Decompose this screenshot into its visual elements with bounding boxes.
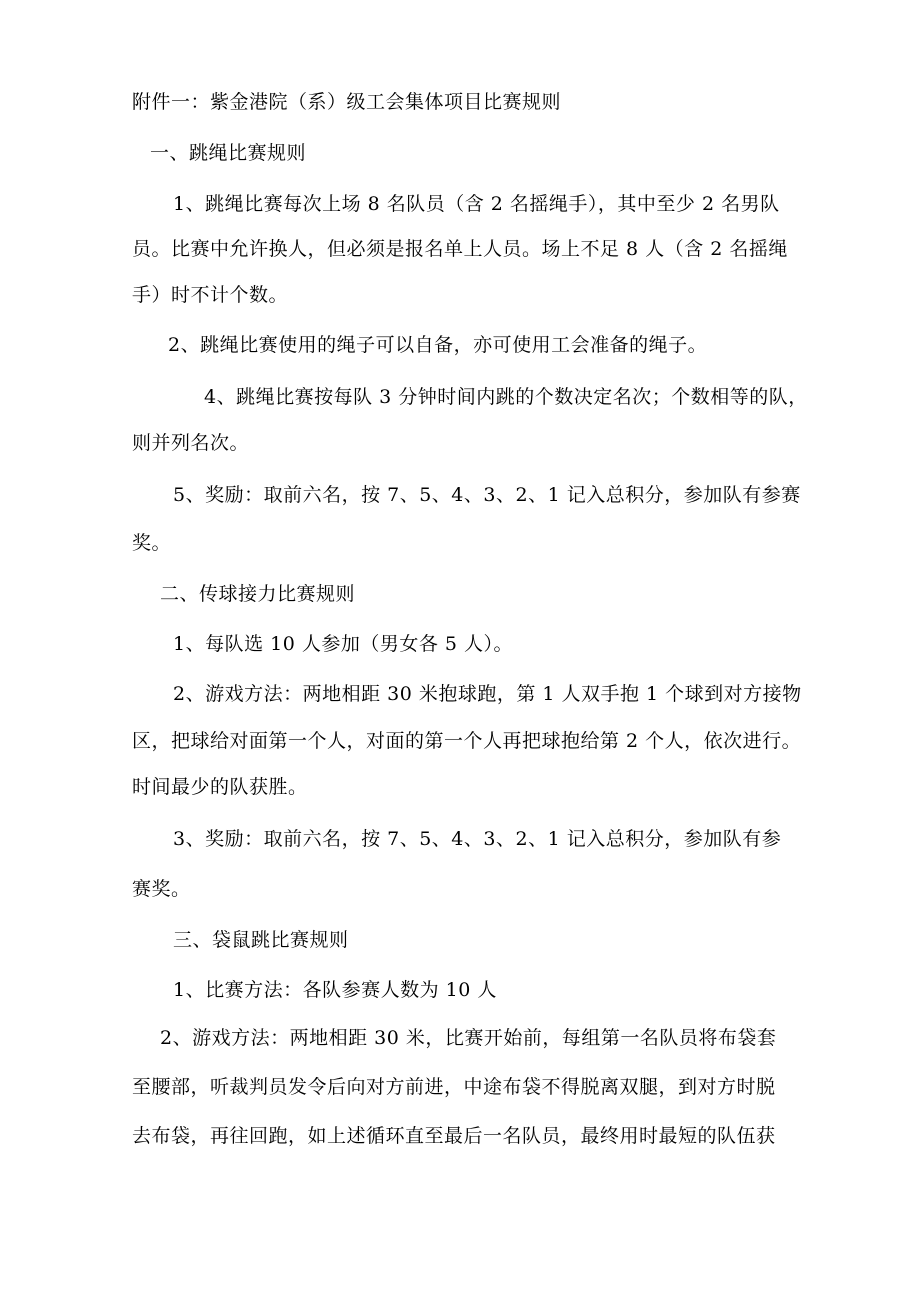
paragraph-line: 5、奖励：取前六名，按 7、5、4、3、2、1 记入总积分，参加队有参赛: [173, 484, 801, 506]
paragraph-line: 手）时不计个数。: [132, 284, 289, 306]
paragraph-line: 1、比赛方法：各队参赛人数为 10 人: [173, 979, 497, 1001]
document-title: 附件一：紫金港院（系）级工会集体项目比赛规则: [132, 91, 562, 113]
paragraph-line: 区，把球给对面第一个人，对面的第一个人再把球抱给第 2 个人，依次进行。: [132, 730, 802, 752]
section-heading-sack-race: 三、袋鼠跳比赛规则: [173, 929, 349, 951]
paragraph-line: 奖。: [132, 532, 172, 554]
paragraph-line: 1、跳绳比赛每次上场 8 名队员（含 2 名摇绳手），其中至少 2 名男队: [173, 193, 780, 215]
section-heading-ball-relay: 二、传球接力比赛规则: [160, 583, 356, 605]
paragraph-line: 时间最少的队获胜。: [132, 776, 308, 798]
paragraph-line: 赛奖。: [132, 878, 191, 900]
paragraph-line: 3、奖励：取前六名，按 7、5、4、3、2、1 记入总积分，参加队有参: [173, 828, 782, 850]
paragraph-line: 去布袋，再往回跑，如上述循环直至最后一名队员，最终用时最短的队伍获: [132, 1125, 776, 1147]
paragraph-line: 2、游戏方法：两地相距 30 米，比赛开始前，每组第一名队员将布袋套: [160, 1027, 777, 1049]
paragraph-line: 至腰部，听裁判员发令后向对方前进，中途布袋不得脱离双腿，到对方时脱: [132, 1076, 776, 1098]
paragraph-line: 则并列名次。: [132, 432, 250, 454]
paragraph-line: 2、跳绳比赛使用的绳子可以自备，亦可使用工会准备的绳子。: [168, 334, 708, 356]
section-heading-jump-rope: 一、跳绳比赛规则: [150, 142, 307, 164]
paragraph-line: 1、每队选 10 人参加（男女各 5 人）。: [173, 633, 514, 655]
paragraph-line: 2、游戏方法：两地相距 30 米抱球跑，第 1 人双手抱 1 个球到对方接物: [173, 683, 802, 705]
paragraph-line: 员。比赛中允许换人，但必须是报名单上人员。场上不足 8 人（含 2 名摇绳: [132, 238, 788, 260]
paragraph-line: 4、跳绳比赛按每队 3 分钟时间内跳的个数决定名次；个数相等的队，: [204, 386, 808, 408]
